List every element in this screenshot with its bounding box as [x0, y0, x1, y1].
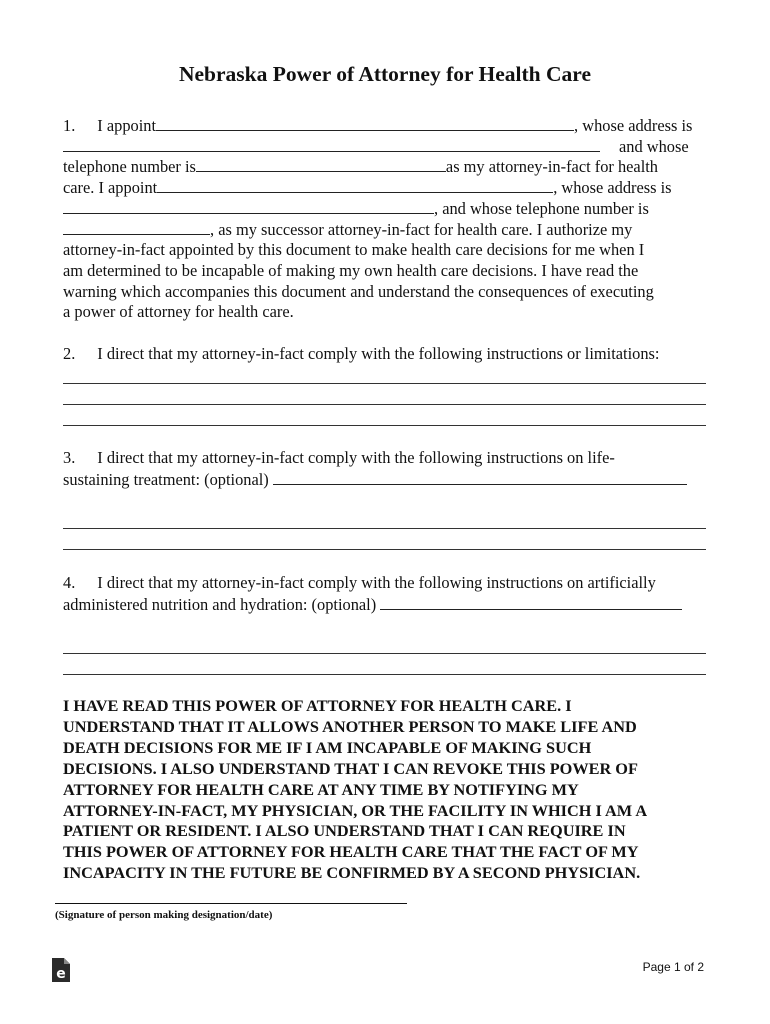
attorney-address-field[interactable]	[63, 136, 600, 152]
limitations-line-1[interactable]	[63, 383, 706, 384]
section-1-text: , and whose telephone number is	[434, 199, 649, 218]
nutrition-line-2[interactable]	[63, 674, 706, 675]
warning-line: UNDERSTAND THAT IT ALLOWS ANOTHER PERSON TO MAKE LIFE AND	[63, 716, 637, 736]
warning-line: ATTORNEY-IN-FACT, MY PHYSICIAN, OR THE FACILITY IN WHICH I AM A	[63, 800, 648, 820]
successor-address-field[interactable]	[63, 198, 434, 214]
section-1-text: and whose	[619, 137, 689, 156]
section-1-line-10: a power of attorney for health care.	[63, 302, 294, 321]
section-4-text: administered nutrition and hydration: (optional)	[63, 595, 377, 614]
warning-line: PATIENT OR RESIDENT. I ALSO UNDERSTAND THAT I CAN REQUIRE IN	[63, 821, 626, 841]
signature-line[interactable]	[55, 903, 407, 904]
section-1-line-2	[63, 136, 689, 157]
warning-paragraph	[63, 696, 713, 884]
life-sustaining-line-2[interactable]	[63, 549, 706, 550]
section-1-text: , whose address is	[553, 178, 672, 197]
successor-phone-field[interactable]	[63, 219, 210, 235]
life-sustaining-line-1[interactable]	[63, 528, 706, 529]
limitations-line-2[interactable]	[63, 404, 706, 405]
section-number: 2.	[63, 344, 76, 363]
warning-line: I HAVE READ THIS POWER OF ATTORNEY FOR HEALTH CARE. I	[63, 696, 572, 715]
section-number: 4.	[63, 573, 76, 592]
section-3-text: sustaining treatment: (optional)	[63, 470, 269, 489]
svg-text:e: e	[56, 966, 66, 982]
section-1-line-6	[63, 219, 632, 240]
section-1-line-1	[63, 115, 692, 136]
section-number: 3.	[63, 448, 76, 467]
section-2-heading	[63, 344, 659, 364]
warning-line: INCAPACITY IN THE FUTURE BE CONFIRMED BY A SECOND PHYSICIAN.	[63, 863, 641, 883]
section-4-text: I direct that my attorney-in-fact comply with the following instructions on artificially	[97, 573, 656, 592]
section-1-text: , whose address is	[574, 116, 693, 135]
document-title: Nebraska Power of Attorney for Health Care	[178, 62, 591, 86]
successor-name-field[interactable]	[157, 177, 553, 193]
section-1-text: telephone number is	[63, 157, 196, 176]
life-sustaining-field[interactable]	[273, 469, 687, 485]
attorney-name-field[interactable]	[156, 115, 574, 131]
section-3-line-2	[63, 469, 687, 490]
section-1-line-7: attorney-in-fact appointed by this document to make health care decisions for me when I	[63, 240, 645, 259]
section-1-line-8: am determined to be incapable of making my own health care decisions. I have read the	[63, 261, 639, 280]
section-1-line-5	[63, 198, 649, 219]
nutrition-line-1[interactable]	[63, 653, 706, 654]
section-4-line-2	[63, 594, 682, 615]
warning-line: THIS POWER OF ATTORNEY FOR HEALTH CARE THAT THE FACT OF MY	[63, 842, 639, 862]
eforms-logo-icon	[50, 957, 72, 983]
section-number: 1.	[63, 116, 76, 135]
section-3-text: I direct that my attorney-in-fact comply with the following instructions on life-	[97, 448, 615, 467]
page-indicator: Page 1 of 2	[642, 960, 704, 974]
section-3-line-1	[63, 448, 615, 468]
section-1-line-9: warning which accompanies this document and understand the consequences of executing	[63, 282, 654, 301]
signature-label: (Signature of person making designation/date)	[55, 909, 273, 921]
section-4-line-1	[63, 573, 656, 593]
section-1-line-4	[63, 177, 672, 198]
attorney-phone-field[interactable]	[196, 156, 446, 172]
warning-line: ATTORNEY FOR HEALTH CARE AT ANY TIME BY NOTIFYING MY	[63, 779, 579, 799]
section-1-text: care. I appoint	[63, 178, 158, 197]
warning-line: DEATH DECISIONS FOR ME IF I AM INCAPABLE OF MAKING SUCH	[63, 737, 592, 757]
warning-line: DECISIONS. I ALSO UNDERSTAND THAT I CAN REVOKE THIS POWER OF	[63, 758, 638, 778]
nutrition-field[interactable]	[380, 594, 682, 610]
limitations-line-3[interactable]	[63, 425, 706, 426]
section-1-text: I appoint	[97, 116, 157, 135]
section-1-text: as my attorney-in-fact for health	[445, 157, 658, 176]
section-2-text: I direct that my attorney-in-fact comply with the following instructions or limitations:	[97, 344, 660, 363]
section-1-text: , as my successor attorney-in-fact for health care. I authorize my	[210, 220, 633, 239]
section-1-line-3	[63, 156, 658, 177]
